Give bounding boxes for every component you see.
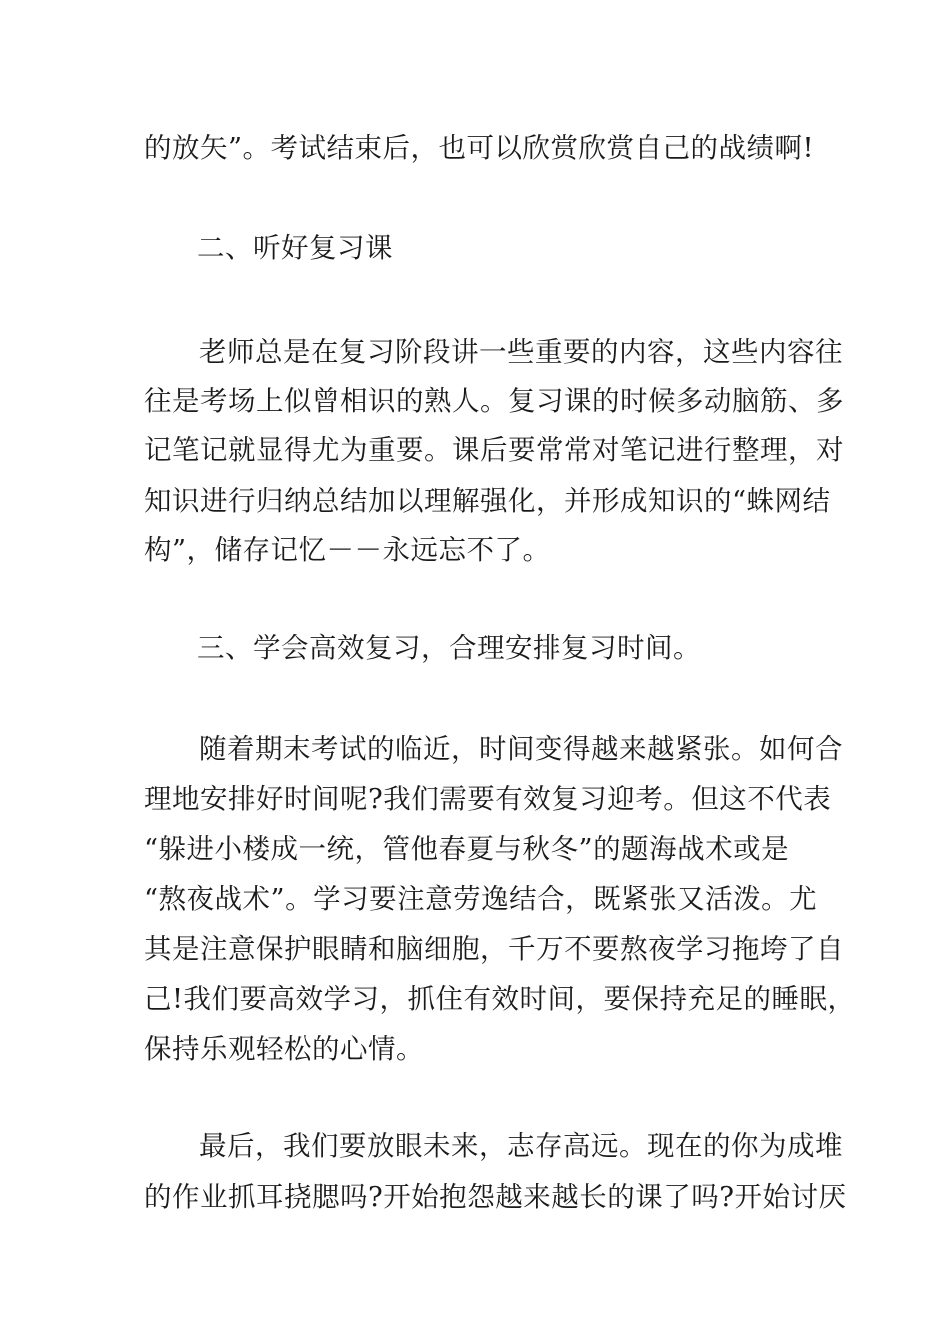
section-heading: 二、听好复习课 (197, 232, 393, 264)
paragraph-line: 己!我们要高效学习，抓住有效时间，要保持充足的睡眠， (144, 983, 856, 1015)
paragraph-line: “躲进小楼成一统，管他春夏与秋冬”的题海战术或是 (144, 833, 790, 865)
paragraph-line: “熬夜战术”。学习要注意劳逸结合，既紧张又活泼。尤 (144, 883, 818, 915)
paragraph-line: 其是注意保护眼睛和脑细胞，千万不要熬夜学习拖垮了自 (144, 933, 844, 965)
paragraph-line: 的放矢”。考试结束后，也可以欣赏欣赏自己的战绩啊! (144, 132, 815, 164)
paragraph-line: 记笔记就显得尤为重要。课后要常常对笔记进行整理，对 (144, 434, 844, 466)
paragraph-line: 的作业抓耳挠腮吗?开始抱怨越来越长的课了吗?开始讨厌 (144, 1181, 847, 1213)
paragraph-line: 保持乐观轻松的心情。 (144, 1033, 424, 1065)
paragraph-line: 知识进行归纳总结加以理解强化，并形成知识的“蛛网结 (144, 485, 831, 517)
paragraph-line: 构”，储存记忆－－永远忘不了。 (144, 534, 551, 566)
paragraph-line: 往是考场上似曾相识的熟人。复习课的时候多动脑筋、多 (144, 385, 844, 417)
paragraph-line: 理地安排好时间呢?我们需要有效复习迎考。但这不代表 (144, 783, 832, 815)
section-heading: 三、学会高效复习，合理安排复习时间。 (197, 632, 701, 664)
paragraph-line: 最后，我们要放眼未来，志存高远。现在的你为成堆 (199, 1130, 843, 1162)
paragraph-line: 老师总是在复习阶段讲一些重要的内容，这些内容往 (199, 336, 843, 368)
paragraph-line: 随着期末考试的临近，时间变得越来越紧张。如何合 (199, 733, 843, 765)
